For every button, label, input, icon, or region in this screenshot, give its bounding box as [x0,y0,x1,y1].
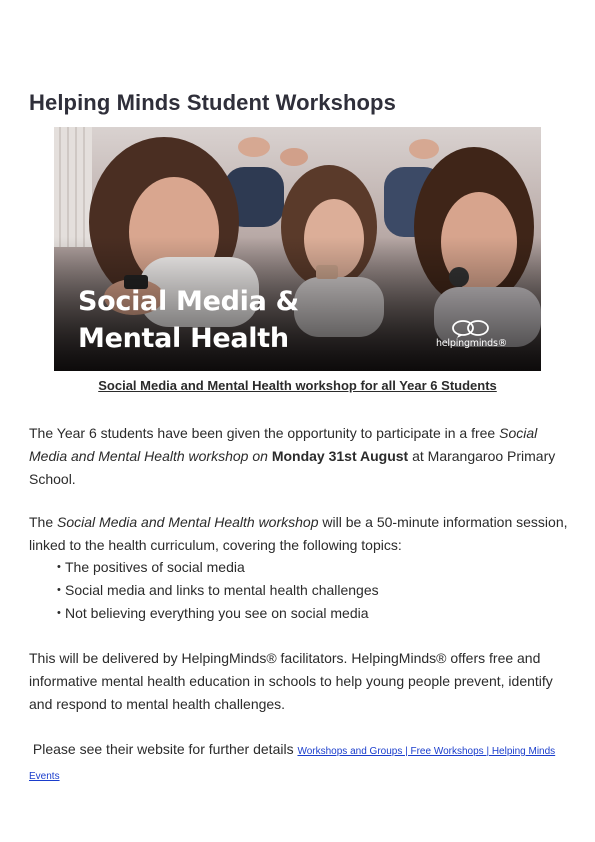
workshop-subtitle: Social Media and Mental Health workshop for all Year 6 Students [98,378,497,393]
hero-image [54,127,541,371]
desc-text-2: will be a 50-minute information session, linked to the health curriculum, covering the following topics: [29,514,568,553]
logo-text: helpingminds® [435,338,507,349]
description-paragraph [29,511,569,557]
workshops-link[interactable]: Workshops and Groups | Free Workshops | Helping Minds Events [29,746,556,782]
list-item: • Not believing everything you see on social media [58,602,379,625]
helpingminds-logo [436,320,507,349]
intro-paragraph [29,422,569,491]
intro-text-italic: Social Media and Mental Health workshop on [29,425,538,464]
website-text: Please see their website for further details [32,741,298,757]
desc-text-1: The [29,514,58,530]
hero-headline [78,283,299,357]
list-item: • Social media and links to mental health challenges [58,579,379,602]
hero-headline-line1: Social Media & [78,286,299,317]
page-title: Helping Minds Student Workshops [29,90,396,115]
topics-list [58,556,379,625]
speech-bubbles-icon [436,320,507,338]
list-item: • The positives of social media [58,556,379,579]
intro-text-2: at Marangaroo Primary School. [29,448,556,487]
facilitators-paragraph: This will be delivered by HelpingMinds® facilitators. HelpingMinds® offers free and informative mental health education in schools to help young people prevent, identify and respond to mental health challenges. [29,650,553,712]
hero-headline-line2: Mental Health [78,323,289,354]
desc-text-italic: Social Media and Mental Health workshop [57,514,319,530]
intro-date: Monday 31st August [271,448,409,464]
intro-text-1: The Year 6 students have been given the opportunity to participate in a free [29,425,500,441]
website-line [29,738,569,788]
